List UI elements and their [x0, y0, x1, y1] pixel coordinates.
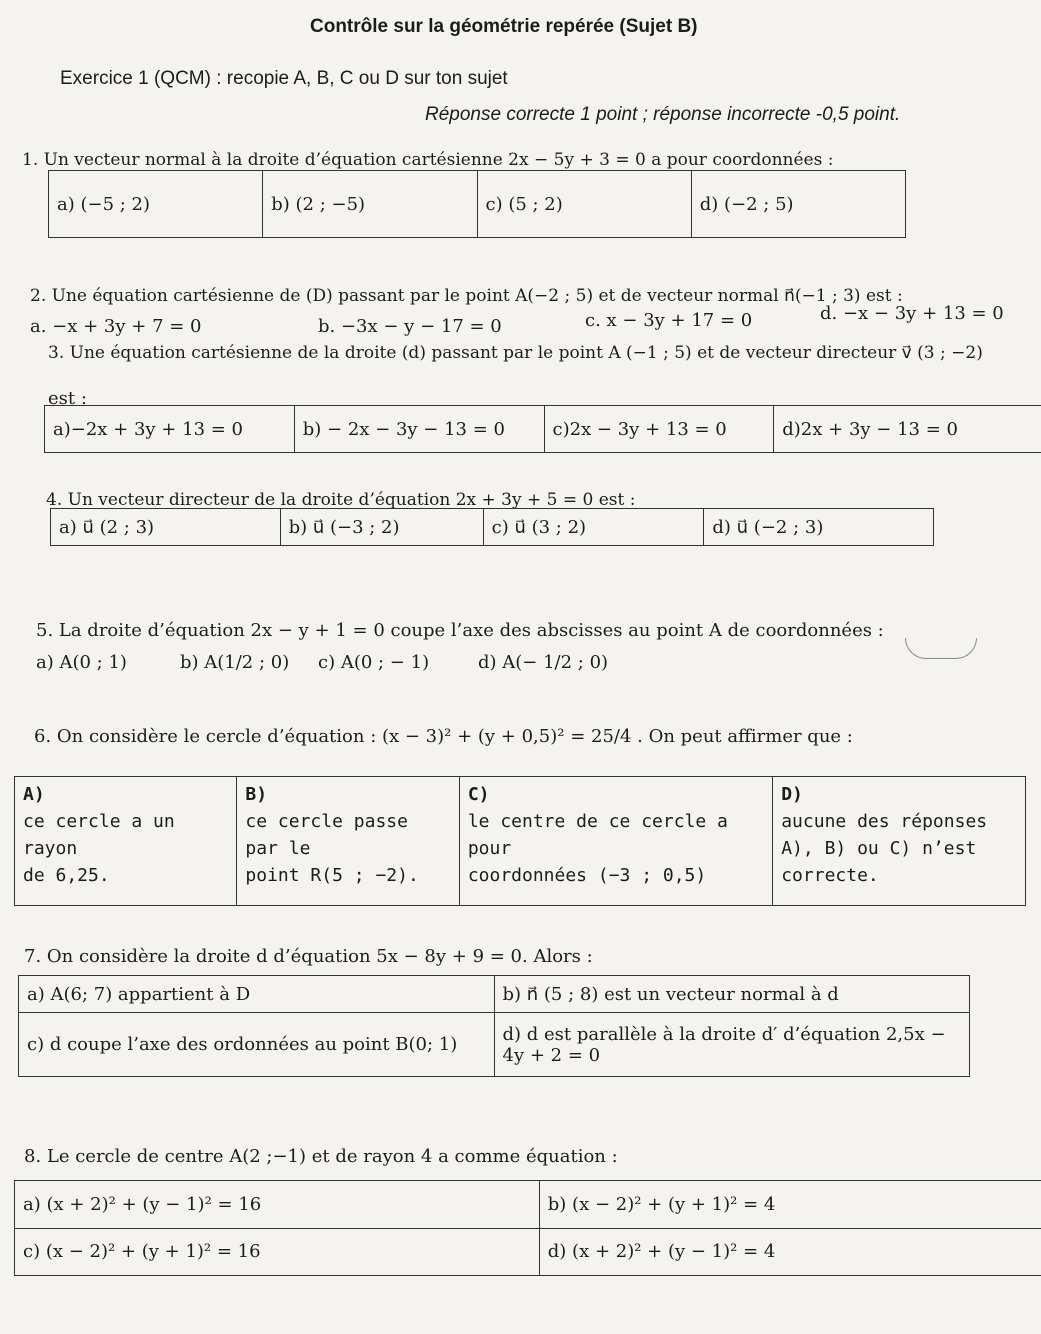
- q6-option-b-line2: point R(5 ; −2).: [245, 865, 419, 886]
- q8-options: [14, 1180, 1041, 1276]
- pencil-mark: [905, 638, 977, 659]
- q4-option-a[interactable]: a) u⃗ (2 ; 3): [51, 509, 281, 546]
- q4-stem: 4. Un vecteur directeur de la droite d’équation 2x + 3y + 5 = 0 est :: [46, 490, 636, 510]
- q6-option-c-letter: C): [467, 784, 490, 805]
- q6-option-d-line2: A), B) ou C) n’est: [781, 838, 977, 859]
- q6-option-d-line3: correcte.: [781, 865, 879, 886]
- q6-option-b-line1: ce cercle passe par le: [245, 811, 408, 859]
- q8-option-b[interactable]: b) (x − 2)² + (y + 1)² = 4: [539, 1181, 1041, 1229]
- q7-option-b[interactable]: b) n⃗ (5 ; 8) est un vecteur normal à d: [494, 976, 970, 1013]
- q6-option-a-letter: A): [23, 784, 45, 805]
- q8-option-d[interactable]: d) (x + 2)² + (y − 1)² = 4: [539, 1228, 1041, 1276]
- q8-option-c[interactable]: c) (x − 2)² + (y + 1)² = 16: [15, 1228, 540, 1276]
- q2-stem: 2. Une équation cartésienne de (D) passant par le point A(−2 ; 5) et de vecteur normal n⃗(−1 ; 3) est :: [30, 286, 903, 306]
- q5-stem: 5. La droite d’équation 2x − y + 1 = 0 coupe l’axe des abscisses au point A de coordonnées :: [36, 620, 884, 641]
- q6-option-b-letter: B): [245, 784, 268, 805]
- q3-option-b[interactable]: b) − 2x − 3y − 13 = 0: [294, 406, 544, 453]
- q1-stem: 1. Un vecteur normal à la droite d’équation cartésienne 2x − 5y + 3 = 0 a pour coordonnées :: [22, 150, 834, 170]
- q7-stem: 7. On considère la droite d d’équation 5x − 8y + 9 = 0. Alors :: [24, 946, 593, 967]
- q3-option-c[interactable]: c)2x − 3y + 13 = 0: [544, 406, 774, 453]
- scoring-rule: Réponse correcte 1 point ; réponse incorrecte -0,5 point.: [425, 104, 901, 125]
- q6-stem: 6. On considère le cercle d’équation : (x − 3)² + (y + 0,5)² = 25/4 . On peut affirmer que :: [34, 726, 853, 747]
- q1-options: [48, 170, 906, 238]
- q8-stem: 8. Le cercle de centre A(2 ;−1) et de rayon 4 a comme équation :: [24, 1146, 618, 1167]
- q4-option-c[interactable]: c) u⃗ (3 ; 2): [483, 509, 704, 546]
- q1-option-d[interactable]: d) (−2 ; 5): [691, 171, 905, 238]
- q3-option-d[interactable]: d)2x + 3y − 13 = 0: [774, 406, 1041, 453]
- q1-option-a[interactable]: a) (−5 ; 2): [49, 171, 263, 238]
- q1-option-b[interactable]: b) (2 ; −5): [263, 171, 477, 238]
- q2-option-a[interactable]: a. −x + 3y + 7 = 0: [30, 316, 202, 337]
- q7-option-a[interactable]: a) A(6; 7) appartient à D: [19, 976, 495, 1013]
- q4-option-b[interactable]: b) u⃗ (−3 ; 2): [280, 509, 483, 546]
- q4-option-d[interactable]: d) u⃗ (−2 ; 3): [704, 509, 934, 546]
- q6-option-d-letter: D): [781, 784, 803, 805]
- q5-option-b[interactable]: b) A(1/2 ; 0): [180, 652, 290, 673]
- q6-option-a-line1: ce cercle a un rayon: [23, 811, 175, 859]
- q2-option-d[interactable]: d. −x − 3y + 13 = 0: [820, 303, 1004, 324]
- q3-stem-continued: est :: [48, 388, 87, 409]
- page-title: Contrôle sur la géométrie repérée (Sujet B): [310, 16, 698, 37]
- q5-option-c[interactable]: c) A(0 ; − 1): [318, 652, 430, 673]
- q6-option-c-line2: coordonnées (−3 ; 0,5): [467, 865, 707, 886]
- q7-option-c[interactable]: c) d coupe l’axe des ordonnées au point B(0; 1): [19, 1013, 495, 1077]
- q6-option-c[interactable]: [459, 777, 772, 906]
- q2-option-c[interactable]: c. x − 3y + 17 = 0: [585, 310, 753, 331]
- q7-options: [18, 975, 970, 1077]
- q3-stem: 3. Une équation cartésienne de la droite (d) passant par le point A (−1 ; 5) et de vecteur directeur v⃗ (3 ; −2): [48, 343, 983, 363]
- exercise-title: Exercice 1 (QCM) : recopie A, B, C ou D sur ton sujet: [60, 68, 508, 89]
- q6-option-a[interactable]: [15, 777, 237, 906]
- q6-options: [14, 776, 1026, 906]
- q6-option-d-line1: aucune des réponses: [781, 811, 988, 832]
- q6-option-c-line1: le centre de ce cercle a pour: [467, 811, 728, 859]
- q6-option-a-line2: de 6,25.: [23, 865, 110, 886]
- q1-option-c[interactable]: c) (5 ; 2): [477, 171, 691, 238]
- q5-option-d[interactable]: d) A(− 1/2 ; 0): [478, 652, 609, 673]
- q3-options: [44, 405, 1041, 453]
- q6-option-d[interactable]: [773, 777, 1026, 906]
- q5-option-a[interactable]: a) A(0 ; 1): [36, 652, 127, 673]
- q7-option-d[interactable]: d) d est parallèle à la droite d′ d’équation 2,5x − 4y + 2 = 0: [494, 1013, 970, 1077]
- q2-option-b[interactable]: b. −3x − y − 17 = 0: [318, 316, 502, 337]
- q6-option-b[interactable]: [237, 777, 459, 906]
- q4-options: [50, 508, 934, 546]
- q8-option-a[interactable]: a) (x + 2)² + (y − 1)² = 16: [15, 1181, 540, 1229]
- q3-option-a[interactable]: a)−2x + 3y + 13 = 0: [45, 406, 295, 453]
